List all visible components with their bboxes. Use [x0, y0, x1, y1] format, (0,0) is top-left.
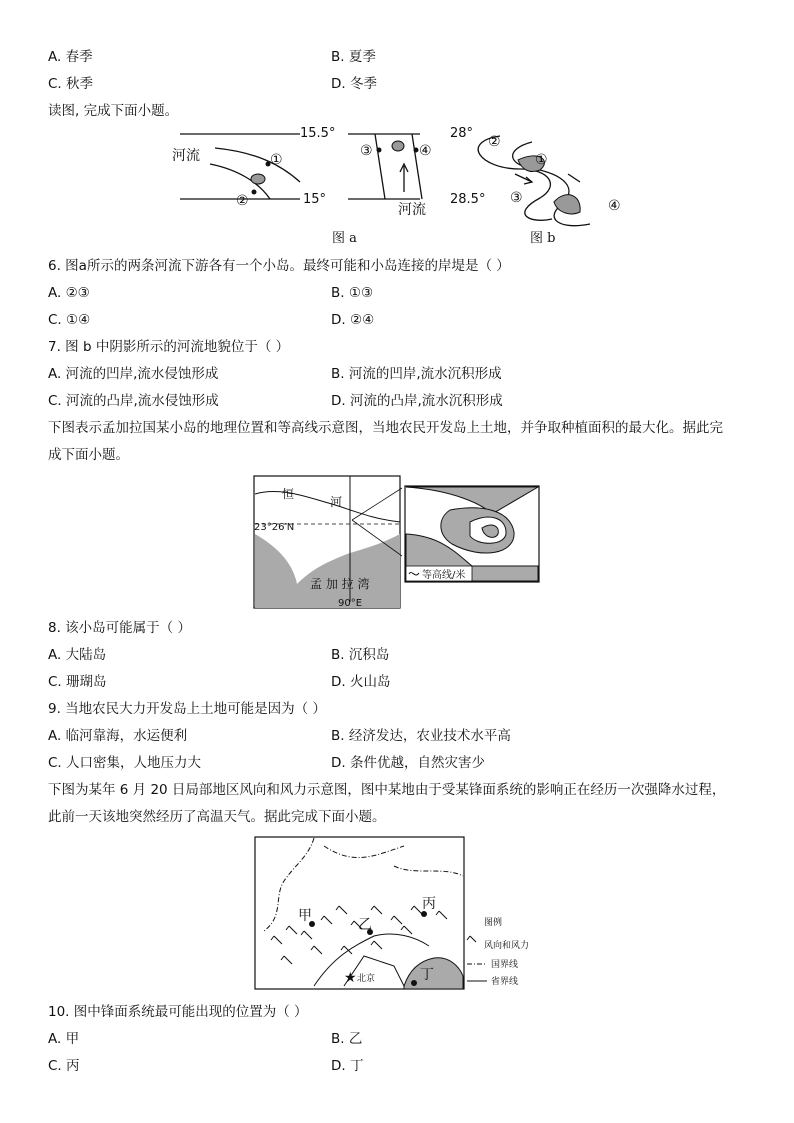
q7-option-a[interactable]: A. 河流的凹岸,流水侵蚀形成	[48, 366, 219, 382]
wind-map-label-bing: 丙	[422, 896, 436, 912]
q8-option-a[interactable]: A. 大陆岛	[48, 647, 107, 663]
wind-map-label-ding: 丁	[420, 967, 434, 983]
q9-option-c[interactable]: C. 人口密集，人地压力大	[48, 755, 202, 771]
q9-stem: 9. 当地农民大力开发岛上土地可能是因为（ ）	[48, 701, 326, 717]
map1-lat: 23°26′N	[254, 522, 295, 533]
fig-a-marker-2: ②	[236, 193, 249, 209]
q9-option-d[interactable]: D. 条件优越，自然灾害少	[331, 755, 485, 771]
map1-river-2: 河	[330, 495, 343, 509]
fig-a-marker-4: ④	[419, 143, 432, 159]
q6-option-c[interactable]: C. ①④	[48, 312, 91, 328]
fig-a-lat-top: 15.5°	[300, 126, 336, 141]
fig-a-caption: 图 a	[332, 231, 357, 246]
island-map-figure	[252, 474, 542, 610]
q7-option-c[interactable]: C. 河流的凸岸,流水侵蚀形成	[48, 393, 219, 409]
legend-national-border: 国界线	[491, 960, 519, 970]
map1-legend-contour: 等高线/米	[422, 570, 466, 581]
q8-option-d[interactable]: D. 火山岛	[331, 674, 391, 690]
q10-stem: 10. 图中锋面系统最可能出现的位置为（ ）	[48, 1004, 308, 1020]
q10-option-c[interactable]: C. 丙	[48, 1058, 80, 1074]
fig-b-marker-4: ④	[608, 198, 621, 214]
q6-stem: 6. 图a所示的两条河流下游各有一个小岛。最终可能和小岛连接的岸堤是（ ）	[48, 258, 510, 274]
q5-option-b[interactable]: B. 夏季	[331, 49, 376, 65]
q8-option-c[interactable]: C. 珊瑚岛	[48, 674, 107, 690]
map1-river-1: 恒	[282, 487, 295, 501]
wind-map-label-jia: 甲	[298, 908, 312, 924]
fig-a-lat-top2: 28°	[450, 126, 474, 141]
q5-option-d[interactable]: D. 冬季	[331, 76, 377, 92]
legend-province-border: 省界线	[491, 977, 519, 987]
fig-b-marker-1: ①	[535, 152, 548, 168]
wind-map-label-beijing: 北京	[357, 974, 376, 984]
fig-b-caption: 图 b	[530, 231, 556, 246]
q10-option-b[interactable]: B. 乙	[331, 1031, 363, 1047]
wind-map-figure	[254, 836, 554, 991]
q7-option-d[interactable]: D. 河流的凸岸,流水沉积形成	[331, 393, 503, 409]
q6-option-a[interactable]: A. ②③	[48, 285, 90, 301]
map1-lon: 90°E	[338, 598, 363, 609]
river-figure	[160, 124, 630, 248]
fig-b-marker-2: ②	[488, 134, 501, 150]
q7-option-b[interactable]: B. 河流的凹岸,流水沉积形成	[331, 366, 502, 382]
q9-option-b[interactable]: B. 经济发达，农业技术水平高	[331, 728, 511, 744]
fig-a-lat-bottom: 15°	[303, 192, 327, 207]
q5-option-a[interactable]: A. 春季	[48, 49, 93, 65]
q8-stem: 8. 该小岛可能属于（ ）	[48, 620, 191, 636]
fig-a-marker-1: ①	[270, 152, 283, 168]
fig-a-marker-3: ③	[360, 143, 373, 159]
legend-title: 图例	[484, 918, 503, 928]
fig-b-marker-3: ③	[510, 190, 523, 206]
q7-stem: 7. 图 b 中阴影所示的河流地貌位于（ ）	[48, 339, 290, 355]
q10-option-a[interactable]: A. 甲	[48, 1031, 80, 1047]
fig-a-river-left: 河流	[172, 148, 200, 164]
q6-option-d[interactable]: D. ②④	[331, 312, 375, 328]
legend-wind: 风向和风力	[484, 941, 530, 951]
fig-a-lat-bottom2: 28.5°	[450, 192, 486, 207]
intro-text-2b: 成下面小题。	[48, 447, 129, 463]
q5-option-c[interactable]: C. 秋季	[48, 76, 94, 92]
q10-option-d[interactable]: D. 丁	[331, 1058, 364, 1074]
intro-text-3b: 此前一天该地突然经历了高温天气。据此完成下面小题。	[48, 809, 386, 825]
fig-a-river-mid: 河流	[398, 202, 426, 218]
intro-text-1: 读图, 完成下面小题。	[48, 103, 179, 119]
beijing-star-icon: ★	[344, 970, 357, 986]
q8-option-b[interactable]: B. 沉积岛	[331, 647, 390, 663]
q9-option-a[interactable]: A. 临河靠海，水运便利	[48, 728, 188, 744]
intro-text-2a: 下图表示孟加拉国某小岛的地理位置和等高线示意图，当地农民开发岛上土地，并争取种植面积的最大化。据此完	[48, 420, 723, 436]
map1-bay: 孟 加 拉 湾	[310, 577, 370, 591]
q6-option-b[interactable]: B. ①③	[331, 285, 374, 301]
intro-text-3a: 下图为某年 6 月 20 日局部地区风向和风力示意图，图中某地由于受某锋面系统的影响正在经历一次强降水过程，	[48, 782, 726, 798]
wind-map-label-yi: 乙	[358, 917, 372, 933]
